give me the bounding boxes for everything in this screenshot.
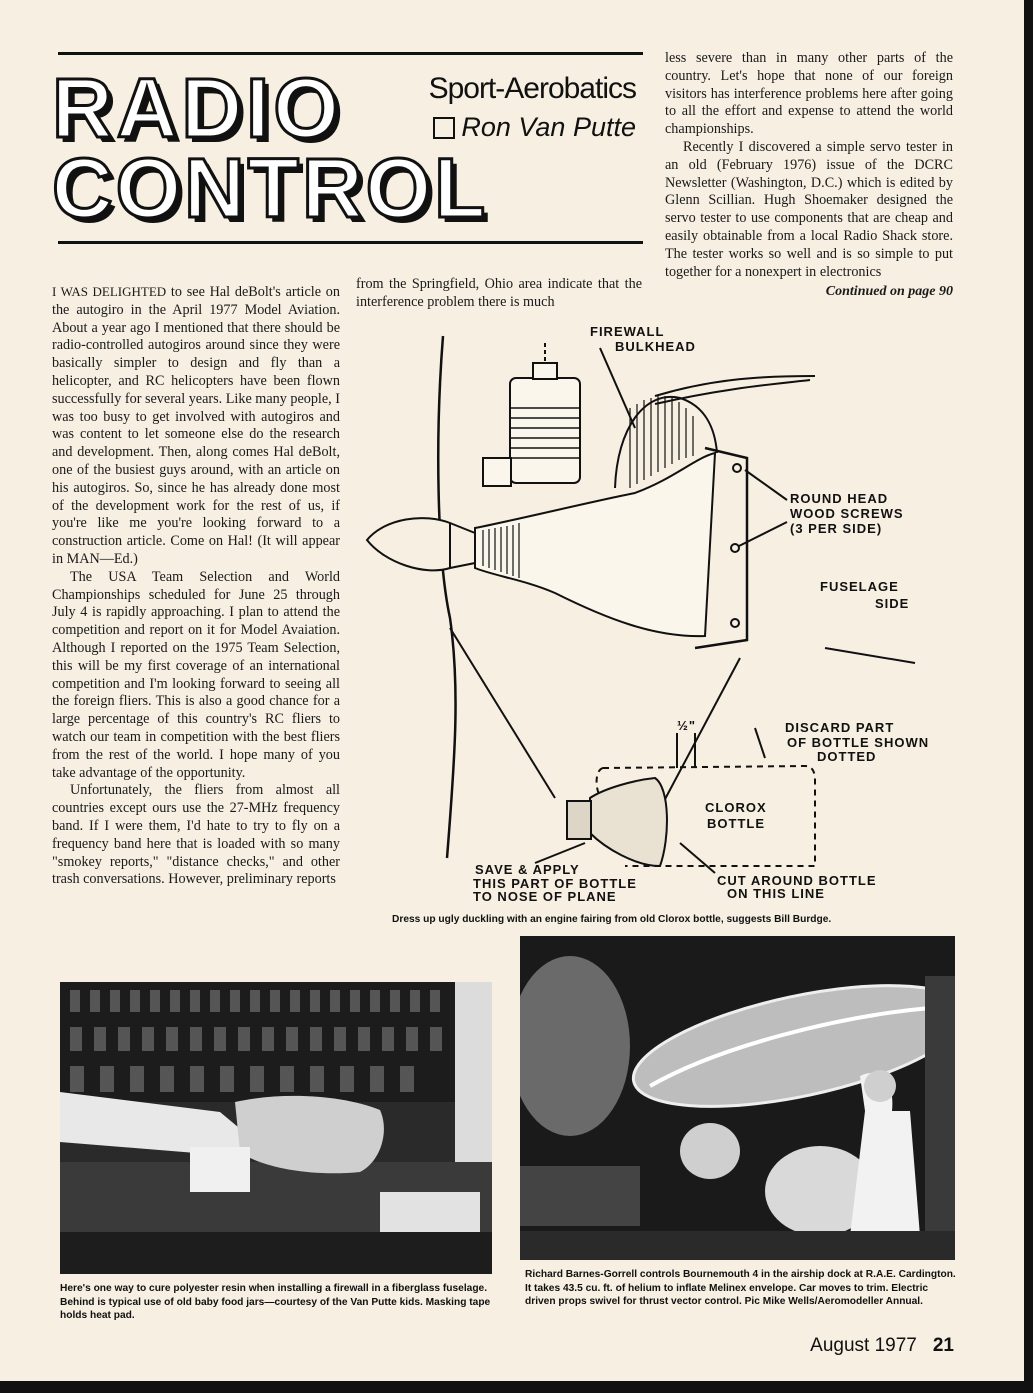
photo-left-caption: Here's one way to cure polyester resin when installing a firewall in a fiberglass fuselage. Behind is typical use of old baby food jars—courtesy of the Van Putte kids. Masking tape holds heat pad.	[60, 1283, 491, 1321]
label-fuselage: FUSELAGE	[820, 579, 899, 594]
propeller	[438, 336, 455, 858]
engine	[510, 378, 580, 483]
engine-fairing-diagram	[355, 318, 955, 908]
label-round-head: ROUND HEAD	[790, 491, 889, 506]
label-wood-screws: WOOD SCREWS	[790, 506, 904, 521]
screw	[731, 544, 739, 552]
diagram-caption: Dress up ugly duckling with an engine fairing from old Clorox bottle, suggests Bill Burdge.	[392, 914, 832, 925]
label-clorox: CLOROX	[705, 800, 767, 815]
ballot-box-icon	[433, 117, 455, 139]
masthead-radio: RADIO	[52, 61, 343, 155]
label-this-part: THIS PART OF BOTTLE	[473, 876, 637, 891]
paragraph: Unfortunately, the fliers from almost all countries except ours use the 27-MHz frequency band. If I were them, I'd hate to try to fly on a frequency band here that is loaded with so many "smokey reports," "distance checks," and other trash conversations. However, preliminary reports	[52, 782, 340, 888]
label-half-inch: ½"	[677, 718, 697, 733]
lead-in: I WAS DELIGHTED	[52, 284, 167, 299]
masthead-bottom-rule	[58, 241, 643, 244]
label-bottle: BOTTLE	[707, 816, 765, 831]
paragraph-text: to see Hal deBolt's article on the autogiro in the April 1977 Model Aviation. About a year ago I mentioned that there should be radio-controlled autogiros around since they were basically simpler to design and fly than a helicopter, and RC helicopters have been flown successfully for several years. Like many people, I was too busy to get involved with autogiros and was content to let someone else do the research and development. Then, along comes Hal deBolt, one of the busiest guys around, with an article on his autogiros. So, since he has already done most of the development work for the rest of us, if you're like me you're looking forward to a construction article. Come on Hal! (It will appear in MAN—Ed.)	[52, 284, 340, 567]
department-title: Sport-Aerobatics	[428, 72, 636, 105]
bottle-nose-piece	[590, 778, 667, 866]
paragraph	[52, 283, 340, 569]
article-column-2	[356, 276, 642, 312]
issue-date: August 1977	[810, 1335, 917, 1356]
screw	[731, 619, 739, 627]
photo-resin-curing-image	[60, 982, 492, 1274]
article-column-1	[52, 283, 340, 889]
spinner	[367, 518, 475, 570]
paragraph: less severe than in many other parts of the country. Let's hope that none of our foreign visitors has interference problems here after going to all the effort and expense to attend the world championships.	[665, 50, 953, 138]
label-dotted: DOTTED	[817, 749, 877, 764]
label-discard-part: DISCARD PART	[785, 720, 895, 735]
label-bulkhead: BULKHEAD	[615, 339, 696, 354]
top-rule	[58, 52, 643, 55]
label-of-bottle-shown: OF BOTTLE SHOWN	[787, 735, 930, 750]
label-save-apply: SAVE & APPLY	[475, 862, 580, 877]
label-per-side: (3 PER SIDE)	[790, 521, 883, 536]
paragraph: The USA Team Selection and World Championships scheduled for June 25 through July 4 is rapidly approaching. I plan to attend the competition and report on it for Model Avaiation. Although I reported on the 1975 Team Selection, this will be my first coverage of an international competition and I'm looking forward to seeing all the foreign fliers. This is also a good chance for a large percentage of this country's RC fliers to watch our team in competition with the best fliers from the rest of the world. I hope many of you take advantage of the opportunity.	[52, 568, 340, 781]
screw	[733, 464, 741, 472]
photo-resin-curing	[60, 982, 492, 1274]
photo-airship-image	[520, 936, 955, 1260]
paragraph: Recently I discovered a simple servo tester in an old (February 1976) issue of the DCRC Newsletter (Washington, D.C.) which is edited by Glenn Scillian. Hugh Shoemaker designed the servo tester to use components that are cheap and easily obtainable from a local Radio Shack store. The tester works so well and is so simple to put together for a nonexpert in electronics	[665, 138, 953, 280]
label-to-nose: TO NOSE OF PLANE	[473, 889, 617, 904]
page-footer	[810, 1335, 954, 1357]
author-name: Ron Van Putte	[461, 112, 636, 142]
label-on-this-line: ON THIS LINE	[727, 886, 825, 901]
paragraph: from the Springfield, Ohio area indicate that the interference problem there is much	[356, 276, 642, 310]
article-column-3	[665, 50, 953, 301]
photo-airship	[520, 936, 955, 1260]
photo-right-caption: Richard Barnes-Gorrell controls Bournemouth 4 in the airship dock at R.A.E. Cardington. It takes 43.5 cu. ft. of helium to inflate Melinex envelope. Car moves to trim. Electric driven props swivel for thrust vector control. Pic Mike Wells/Aeromodeller Annual.	[525, 1269, 956, 1307]
continued-note: Continued on page 90	[825, 284, 953, 300]
masthead-control: CONTROL	[52, 141, 489, 235]
page-number: 21	[932, 1335, 954, 1356]
label-cut-around: CUT AROUND BOTTLE	[717, 873, 877, 888]
byline	[433, 112, 636, 143]
label-side: SIDE	[875, 596, 910, 611]
label-firewall: FIREWALL	[590, 324, 665, 339]
